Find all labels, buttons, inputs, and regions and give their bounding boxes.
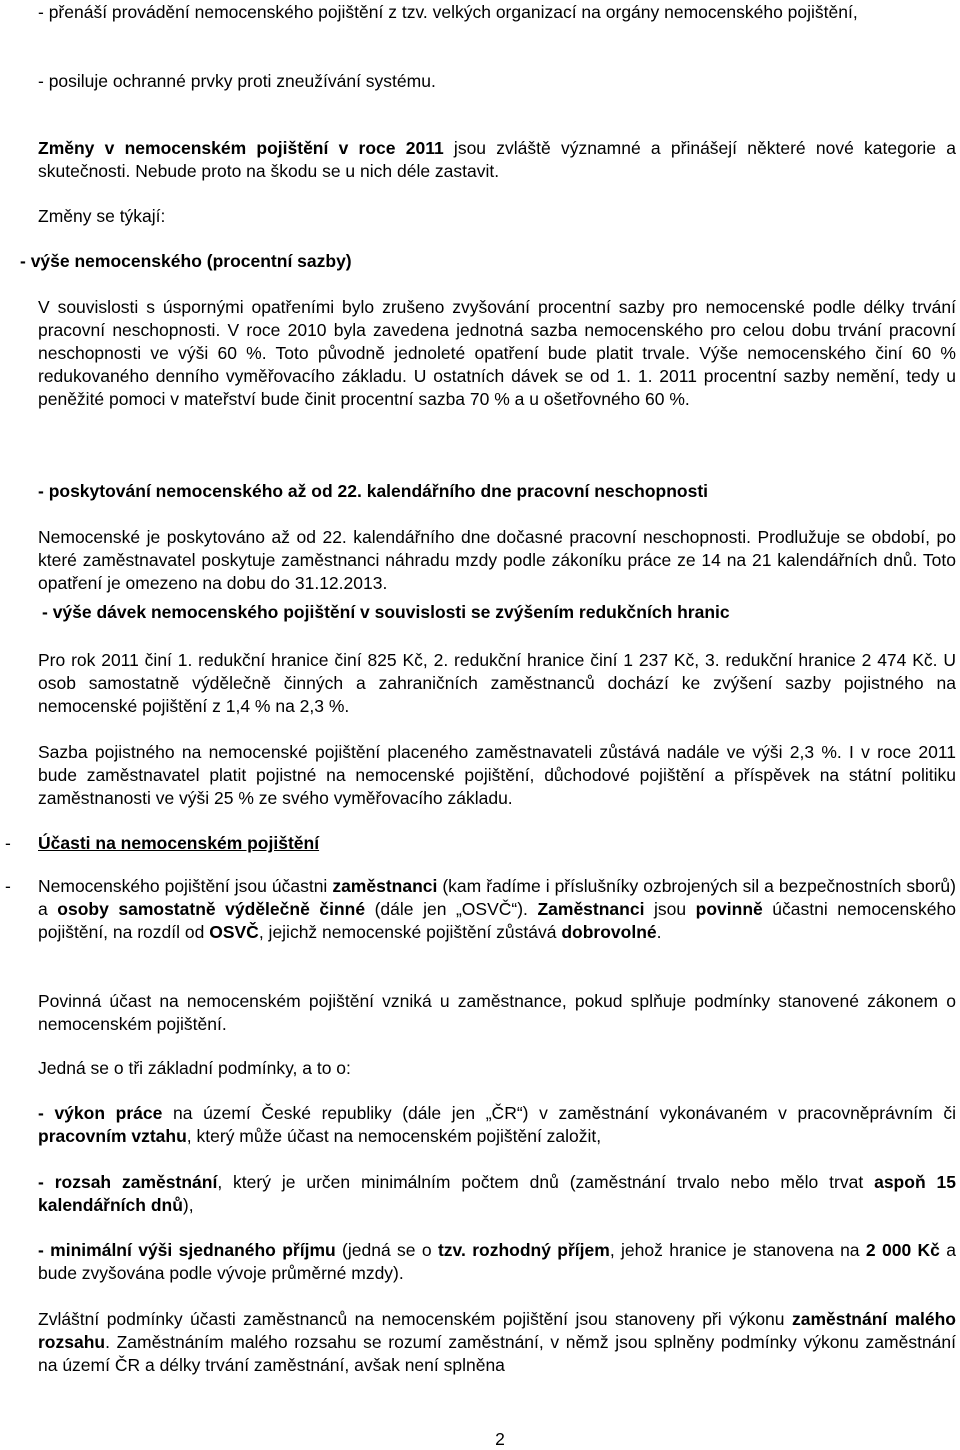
rate-paragraph: V souvislosti s úspornými opatřeními bylo zrušeno zvyšování procentní sazby pro nemocenské podle délky trvání pracovní neschopnosti. V roce 2010 byla zavedena jednotná sazba nemocenského pro celou dobu trvání pracovní neschopnosti ve výši 60 %. Toto původně jednoleté opatření bude platit trvale. Výše nemocenského činí 60 % redukovaného denního vyměřovacího základu. U ostatních dávek se od 1. 1. 2011 procentní sazby nemění, tedy u peněžité pomoci v mateřství bude činit procentní sazba 70 % a u ošetřovného 60 %. <box>38 297 956 409</box>
text-run-bold: povinně <box>695 899 763 919</box>
text-run: , který může účast na nemocenském pojištění založit, <box>186 1126 602 1146</box>
text-run: (kam řadíme i příslušníky ozbrojených sil a bezpečnostních sborů) a <box>38 876 956 919</box>
text-run-bold: tzv. rozhodný příjem <box>437 1240 610 1260</box>
text-run: ), <box>182 1195 194 1215</box>
text-run: , jehož hranice je stanovena na <box>609 1240 866 1260</box>
intro-text: jsou zvláště významné a přinášejí některé nové kategorie a skutečnosti. Nebude proto na škodu se u nich déle zastavit. <box>38 138 956 181</box>
intro-paragraph <box>38 137 956 183</box>
intro-bullet: - posiluje ochranné prvky proti zneužívání systému. <box>38 71 436 91</box>
condition-item <box>38 1102 956 1148</box>
rate-heading: - výše nemocenského (procentní sazby) <box>20 251 352 271</box>
intro-lead: Změny v nemocenském pojištění v roce 2011 <box>38 138 444 158</box>
employer-rate-paragraph: Sazba pojistného na nemocenské pojištění placeného zaměstnavateli zůstává nadále ve výši 2,3 %. I v roce 2011 bude zaměstnavatel platit pojistné na nemocenské pojištění, důchodové pojištění a příspěvek na státní politiku zaměstnanosti ve výši 25 % ze svého vyměřovacího základu. <box>38 742 956 808</box>
text-run: . <box>656 922 662 942</box>
text-run-bold: Zaměstnanci <box>537 899 645 919</box>
text-run: , jejichž nemocenské pojištění zůstává <box>258 922 562 942</box>
reduction-paragraph: Pro rok 2011 činí 1. redukční hranice činí 825 Kč, 2. redukční hranice činí 1 237 Kč, 3. redukční hranice 2 474 Kč. U osob samostatně výdělečně činných a zahraničních zaměstnanců dochází ke zvýšení sazby pojistného na nemocenské pojištění z 1,4 % na 2,3 %. <box>38 650 956 716</box>
waiting-paragraph: Nemocenské je poskytováno až od 22. kalendářního dne dočasné pracovní neschopnosti. Prodlužuje se období, po které zaměstnavatel poskytuje zaměstnanci náhradu mzdy podle zákoníku práce ze 14 na 21 kalendářních dnů. Toto opatření je omezeno na dobu do 31.12.2013. <box>38 527 956 593</box>
text-run: . Zaměstnáním malého rozsahu se rozumí zaměstnání, v němž jsou splněny podmínky výkonu zaměstnání na území ČR a délky trvání zaměstnání, avšak není splněna <box>38 1332 956 1375</box>
conditions-intro: Jedná se o tři základní podmínky, a to o: <box>38 1058 351 1078</box>
text-run-bold: - rozsah zaměstnání <box>38 1172 218 1192</box>
intro-bullet: - přenáší provádění nemocenského pojištění z tzv. velkých organizací na orgány nemocenského pojištění, <box>38 2 858 22</box>
participation-heading-line <box>5 832 956 855</box>
text-run: Nemocenského pojištění jsou účastni <box>38 876 333 896</box>
mandatory-paragraph: Povinná účast na nemocenském pojištění vzniká u zaměstnance, pokud splňuje podmínky stanovené zákonem o nemocenském pojištění. <box>38 991 956 1034</box>
reduction-heading: - výše dávek nemocenského pojištění v souvislosti se zvýšením redukčních hranic <box>42 602 730 622</box>
condition-item <box>38 1239 956 1285</box>
waiting-heading: - poskytování nemocenského až od 22. kalendářního dne pracovní neschopnosti <box>38 481 709 501</box>
text-run-bold: 2 000 Kč <box>865 1240 940 1260</box>
text-run-bold: - minimální výši sjednaného příjmu <box>38 1240 336 1260</box>
text-run: na území České republiky (dále jen „ČR“) v zaměstnání vykonávaném v pracovněprávním či <box>162 1103 957 1123</box>
small-scope-paragraph <box>38 1308 956 1377</box>
text-run-bold: OSVČ <box>209 922 259 942</box>
condition-item <box>38 1171 956 1217</box>
text-run: , který je určen minimálním počtem dnů (zaměstnání trvalo nebo mělo trvat <box>217 1172 875 1192</box>
text-run: účastni nemocenského pojištění, na rozdíl od <box>38 899 956 942</box>
participation-heading: Účasti na nemocenském pojištění <box>38 833 320 853</box>
list-dash: - <box>5 876 11 896</box>
text-run: a bude zvyšována podle vývoje průměrné mzdy). <box>38 1240 956 1283</box>
text-run-bold: pracovním vztahu <box>38 1126 187 1146</box>
participants-paragraph <box>5 875 956 944</box>
changes-label: Změny se týkají: <box>38 206 166 226</box>
text-run-bold: zaměstnání malého rozsahu <box>38 1309 956 1352</box>
text-run-bold: aspoň 15 kalendářních dnů <box>38 1172 956 1215</box>
text-run-bold: zaměstnanci <box>332 876 438 896</box>
text-run: jsou <box>644 899 696 919</box>
text-run: (jedná se o <box>335 1240 438 1260</box>
text-run-bold: dobrovolné <box>561 922 657 942</box>
text-run-bold: - výkon práce <box>38 1103 163 1123</box>
text-run: (dále jen „OSVČ“). <box>365 899 538 919</box>
text-run-bold: osoby samostatně výdělečně činné <box>57 899 366 919</box>
list-dash: - <box>5 833 11 853</box>
text-run: Zvláštní podmínky účasti zaměstnanců na nemocenském pojištění jsou stanoveny při výkonu <box>38 1309 792 1329</box>
page-number: 2 <box>495 1429 505 1449</box>
